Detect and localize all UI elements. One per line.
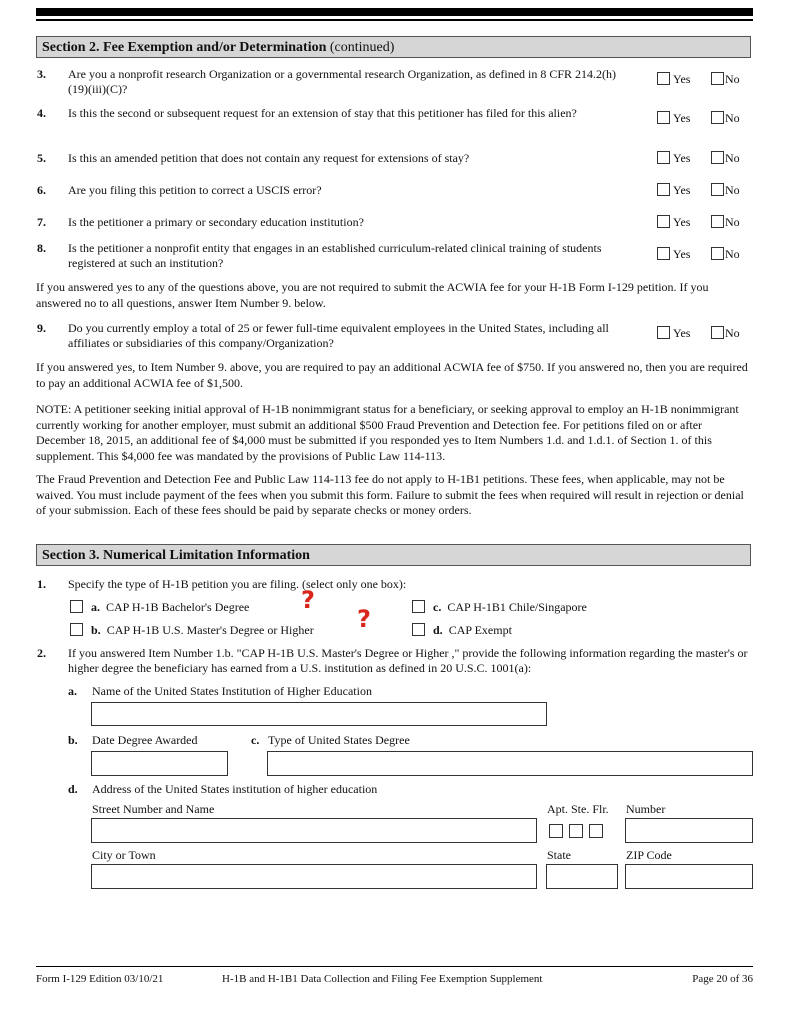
no-label: No [725,111,740,125]
option-a[interactable] [70,600,249,615]
item-letter: b. [68,733,78,747]
yes-checkbox-q5[interactable] [657,151,670,164]
yes-checkbox-q9[interactable] [657,326,670,339]
question-number: 7. [37,215,46,229]
date-awarded-field[interactable] [91,751,228,776]
question-number: 2. [37,646,46,660]
no-label: No [725,151,740,165]
no-label: No [725,215,740,229]
question-number: 5. [37,151,46,165]
item-c-letter [251,733,259,748]
item-b-letter [68,733,78,748]
question-text: Are you filing this petition to correct a USCIS error? [68,183,322,197]
question-text: Specify the type of H-1B petition you are filing. (select only one box): [68,577,407,591]
yes-label: Yes [673,326,691,340]
yes-no-group-q9 [657,326,740,341]
option-b[interactable] [70,623,314,638]
yes-checkbox-q4[interactable] [657,111,670,124]
no-checkbox-q7[interactable] [711,215,724,228]
city-label: City or Town [92,848,156,862]
street-field[interactable] [91,818,537,843]
option-c[interactable] [412,600,587,615]
yes-checkbox-q7[interactable] [657,215,670,228]
yes-label: Yes [673,111,691,125]
yes-label: Yes [673,72,691,86]
no-checkbox-q5[interactable] [711,151,724,164]
option-label: CAP H-1B1 Chile/Singapore [447,600,587,614]
footer-page-number: Page 20 of 36 [692,973,753,985]
no-label: No [725,326,740,340]
question-mark-annotation: ? [357,605,371,633]
instruction-paragraph: If you answered yes to any of the questions above, you are not required to submit the ACWIA fee for your H-1B Form I-129 petition. If you answered no to all questions, answer Item Number 9. below. [36,280,709,310]
option-label: CAP Exempt [448,623,512,637]
top-rule-thin [36,19,753,21]
question-mark-annotation: ? [301,586,315,614]
item-a-label-row [68,684,77,699]
section-2-continued: (continued) [329,40,395,55]
question-text: Is this the second or subsequent request for an extension of stay that this petitioner has filed for this alien? [68,106,577,120]
yes-no-group-q5 [657,151,740,166]
question-text: Are you a nonprofit research Organization or a governmental research Organization, as defined in 8 CFR 214.2(h)(19)(iii)(C)? [68,67,617,96]
yes-checkbox-q6[interactable] [657,183,670,196]
footer-form-edition: Form I-129 Edition 03/10/21 [36,973,164,985]
option-letter: d. [433,623,443,637]
no-label: No [725,247,740,261]
zip-field[interactable] [625,864,753,889]
option-b-checkbox[interactable] [70,623,83,636]
date-awarded-label: Date Degree Awarded [92,733,198,747]
question-number: 6. [37,183,46,197]
item-letter: a. [68,684,77,698]
street-label: Street Number and Name [92,802,215,816]
question-text: If you answered Item Number 1.b. "CAP H-1B U.S. Master's Degree or Higher ," provide the following information regarding the master's or higher degree the beneficiary has earned from a U.S. institution as defined in 20 U.S.C. 1001(a): [68,646,748,675]
address-label: Address of the United States institution of higher education [92,782,378,796]
section-2-header [36,36,751,58]
yes-no-group-q3 [657,72,740,87]
apt-label: Apt. Ste. Flr. [547,802,609,816]
flr-checkbox[interactable] [589,824,603,838]
question-text: Is the petitioner a primary or secondary education institution? [68,215,364,229]
option-label: CAP H-1B Bachelor's Degree [106,600,250,614]
yes-no-group-q6 [657,183,740,198]
question-number: 1. [37,577,46,591]
option-letter: a. [91,600,100,614]
yes-no-group-q8 [657,247,740,262]
state-field[interactable] [546,864,618,889]
top-rule-thick [36,8,753,16]
ste-checkbox[interactable] [569,824,583,838]
yes-checkbox-q3[interactable] [657,72,670,85]
no-label: No [725,183,740,197]
section-3-title: Section 3. Numerical Limitation Information [42,548,310,563]
option-letter: b. [91,623,101,637]
option-c-checkbox[interactable] [412,600,425,613]
city-field[interactable] [91,864,537,889]
footer-title: H-1B and H-1B1 Data Collection and Filing Fee Exemption Supplement [222,973,543,985]
question-number: 8. [37,241,46,255]
question-text: Do you currently employ a total of 25 or fewer full-time equivalent employees in the United States, including all affiliates or subsidiaries of this company/Organization? [68,321,609,350]
yes-no-group-q4 [657,111,740,126]
yes-no-group-q7 [657,215,740,230]
option-label: CAP H-1B U.S. Master's Degree or Higher [106,623,314,637]
note-paragraph: NOTE: A petitioner seeking initial approval of H-1B nonimmigrant status for a beneficiary, or seeking approval to employ an H-1B nonimmigrant currently working for another employer, must submit an additional $500 Fraud Prevention and Detection fee. For petitions filed on or after December 18, 2015, an additional fee of $4,000 must be submitted if you responded yes to Item Numbers 1.d. and 1.d.1. of Section 1. of this supplement. This $4,000 fee was mandated by the provisions of Public Law 114-113. [36,402,739,463]
yes-checkbox-q8[interactable] [657,247,670,260]
number-label: Number [626,802,666,816]
degree-type-field[interactable] [267,751,753,776]
section-2-title: Section 2. Fee Exemption and/or Determination [42,40,327,55]
option-letter: c. [433,600,442,614]
fee-paragraph: If you answered yes, to Item Number 9. above, you are required to pay an additional ACWIA fee of $750. If you answered no, then you are required to pay an additional ACWIA fee of $1,500. [36,360,748,390]
option-d[interactable] [412,623,512,638]
fraud-fee-paragraph: The Fraud Prevention and Detection Fee and Public Law 114-113 fee do not apply to H-1B1 petitions. These fees, when applicable, may not be waived. You must include payment of the fees when you submit this form. Failure to submit the fees when required will result in rejection or denial of your submission. Each of these fees should be paid by separate checks or money orders. [36,472,744,517]
item-d-letter [68,782,78,797]
item-letter: d. [68,782,78,796]
page-footer [36,966,753,985]
institution-name-field[interactable] [91,702,547,726]
item-letter: c. [251,733,260,747]
question-text: Is the petitioner a nonprofit entity that engages in an established curriculum-related clinical training of students registered at such an institution? [68,241,602,270]
option-a-checkbox[interactable] [70,600,83,613]
no-checkbox-q4[interactable] [711,111,724,124]
no-checkbox-q6[interactable] [711,183,724,196]
state-label: State [547,848,571,862]
section-3-header [36,544,751,566]
number-field[interactable] [625,818,753,843]
question-text: Is this an amended petition that does not contain any request for extensions of stay? [68,151,470,165]
yes-label: Yes [673,183,691,197]
degree-type-label: Type of United States Degree [268,733,410,747]
question-number: 9. [37,321,46,335]
no-checkbox-q9[interactable] [711,326,724,339]
zip-label: ZIP Code [626,848,672,862]
no-label: No [725,72,740,86]
institution-name-label: Name of the United States Institution of Higher Education [92,684,372,698]
question-number: 4. [37,106,46,120]
yes-label: Yes [673,151,691,165]
yes-label: Yes [673,215,691,229]
no-checkbox-q3[interactable] [711,72,724,85]
no-checkbox-q8[interactable] [711,247,724,260]
option-d-checkbox[interactable] [412,623,425,636]
apt-checkbox[interactable] [549,824,563,838]
question-number: 3. [37,67,46,81]
yes-label: Yes [673,247,691,261]
